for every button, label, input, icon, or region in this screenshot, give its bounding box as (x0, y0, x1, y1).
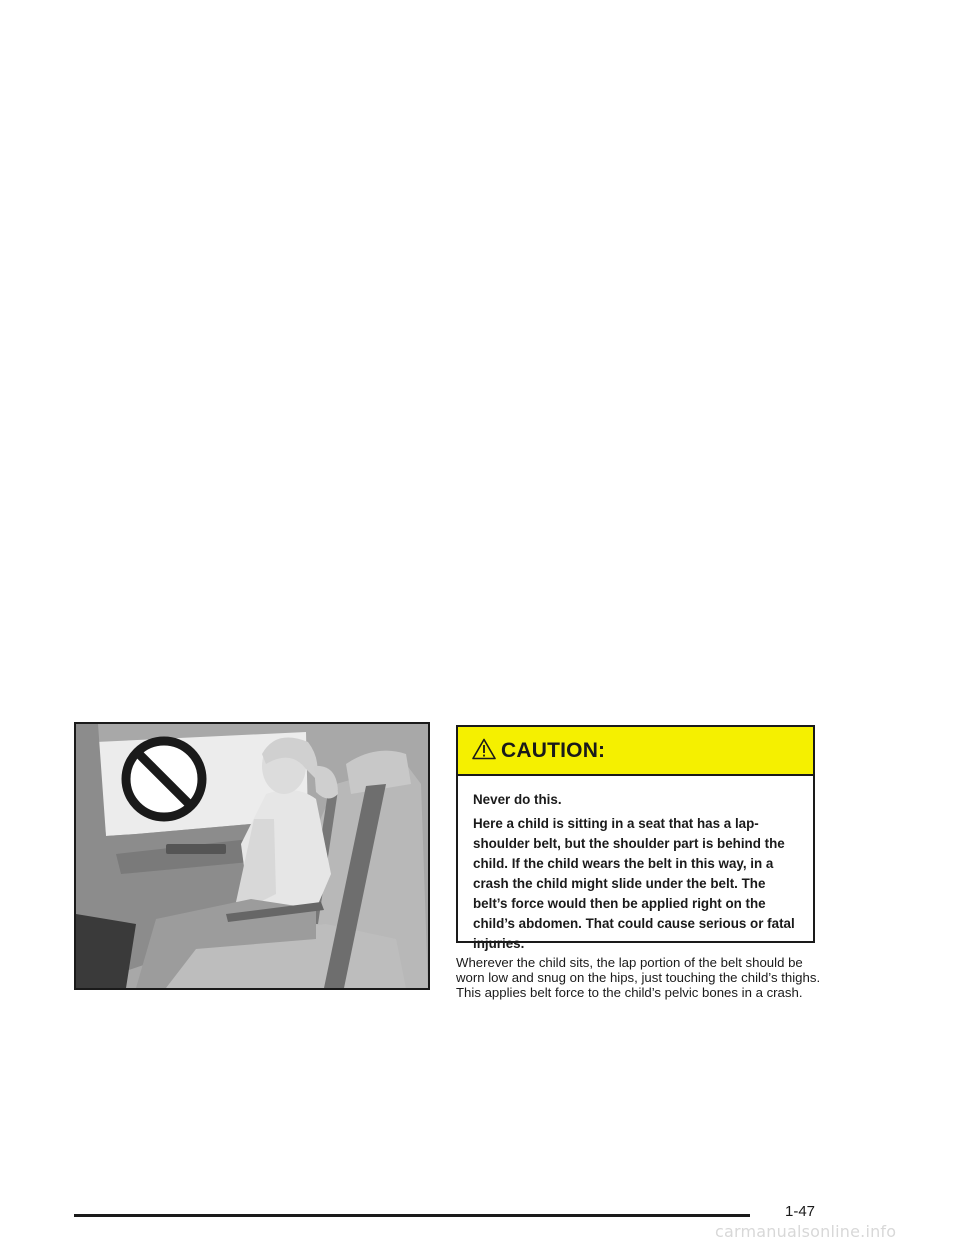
caution-body (458, 776, 813, 954)
caution-box (456, 725, 815, 951)
caution-paragraph: Here a child is sitting in a seat that has a lap-shoulder belt, but the shoulder part is behind the child. If the child wears the belt in this way, in a crash the child might slide under the belt. The belt’s force would then be applied right on the child’s abdomen. That could cause serious or fatal injuries. (473, 816, 795, 951)
prohibition-sign-icon (126, 741, 202, 817)
illustration-drawing (76, 724, 428, 988)
body-paragraph: Wherever the child sits, the lap portion of the belt should be worn low and snug on the hips, just touching the child’s thighs. This applies belt force to the child’s pelvic bones in a crash. (456, 955, 821, 1001)
warning-triangle-icon (472, 738, 496, 760)
footer-rule (74, 1214, 750, 1217)
page-number: 1-47 (785, 1203, 816, 1220)
caution-paragraph: Never do this. (473, 792, 562, 807)
caution-title: CAUTION: (501, 738, 606, 762)
caution-header (458, 727, 813, 776)
watermark: carmanualsonline.info (715, 1222, 897, 1241)
child-seatbelt-illustration (74, 722, 430, 990)
